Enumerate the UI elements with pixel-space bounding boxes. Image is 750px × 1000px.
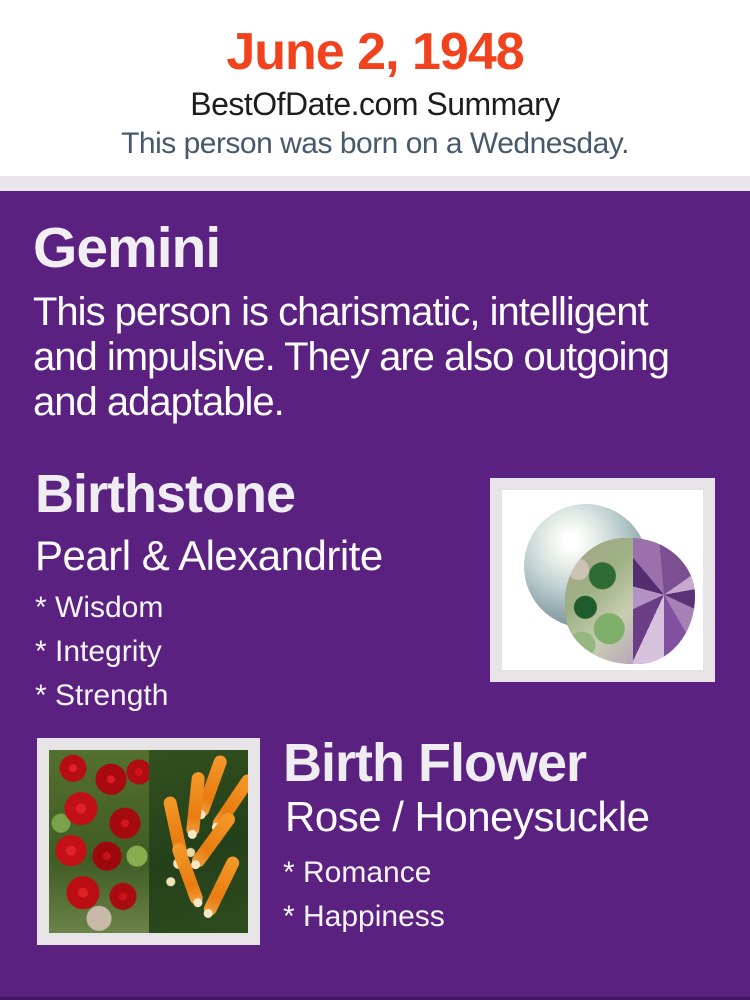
birth-flower-trait: * Romance: [283, 856, 432, 889]
honeysuckle-flower: [201, 854, 241, 917]
birthstone-names: Pearl & Alexandrite: [35, 532, 383, 579]
rose-image: [49, 750, 149, 933]
birthstone-photo-card: [490, 478, 715, 682]
birth-flower-trait: * Happiness: [283, 900, 445, 933]
birthstone-trait: * Wisdom: [35, 591, 164, 624]
birth-flower-title: Birth Flower: [283, 733, 587, 793]
zodiac-sign-title: Gemini: [33, 216, 221, 280]
site-summary: BestOfDate.com Summary: [190, 86, 560, 122]
honeysuckle-flower: [185, 771, 205, 836]
alexandrite-image: [565, 538, 695, 664]
birth-flower-names: Rose / Honeysuckle: [285, 793, 650, 840]
born-day-text: This person was born on a Wednesday.: [121, 127, 629, 160]
alexandrite-raw-half: [565, 538, 633, 664]
birthstone-trait-list: [35, 586, 168, 718]
summary-panel: [0, 191, 750, 1000]
zodiac-description: This person is charismatic, intelligent and impulsive. They are also outgoing and adaptable.: [33, 290, 670, 424]
birthstone-photo: [502, 490, 703, 670]
birthstone-title: Birthstone: [35, 464, 295, 524]
birth-flower-photo-card: [37, 738, 260, 945]
birth-flower-trait-list: [283, 851, 445, 939]
birthstone-trait: * Strength: [35, 679, 169, 712]
divider-band: [0, 176, 750, 191]
alexandrite-cut-half: [633, 538, 695, 664]
honeysuckle-image: [149, 750, 249, 933]
date-title: June 2, 1948: [226, 23, 524, 81]
birth-flower-photo: [49, 750, 248, 933]
birthstone-trait: * Integrity: [35, 635, 162, 668]
